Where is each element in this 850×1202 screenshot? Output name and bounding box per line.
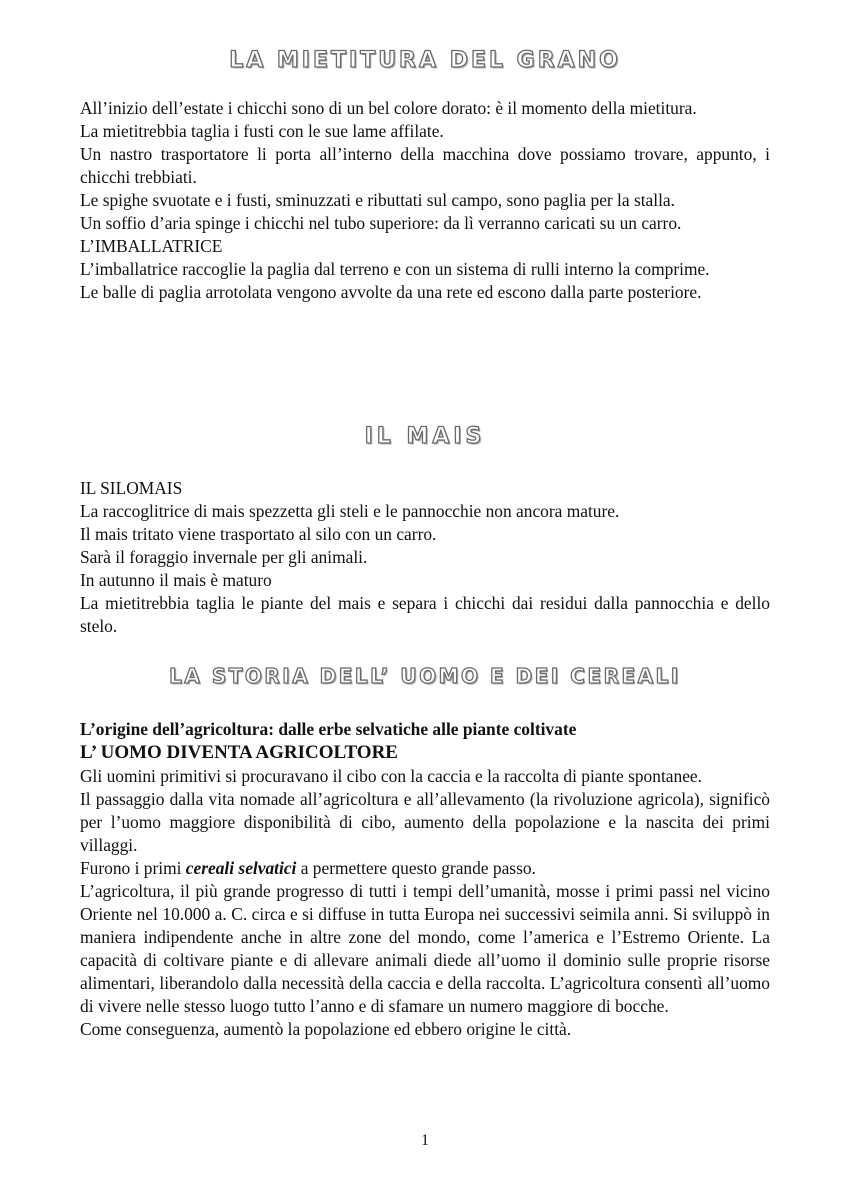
paragraph: Come conseguenza, aumentò la popolazione ed ebbero origine le città.: [80, 1019, 572, 1039]
paragraph: Le spighe svuotate e i fusti, sminuzzati e ributtati sul campo, sono paglia per la stalla.: [80, 190, 675, 210]
emphasis-cereali: cereali selvatici: [185, 858, 297, 878]
paragraph: L’imballatrice raccoglie la paglia dal terreno e con un sistema di rulli interno la comprime.: [80, 259, 710, 279]
text-run: Furono i primi: [80, 858, 186, 878]
paragraph: Il passaggio dalla vita nomade all’agricoltura e all’allevamento (la rivoluzione agricola), significò per l’uomo maggiore disponibilità di cibo, aumento della popolazione e la nascita dei primi villaggi.: [80, 789, 770, 855]
section-mietitura: [80, 97, 770, 304]
paragraph: In autunno il mais è maturo: [80, 570, 272, 590]
heading-agricoltore: L’ UOMO DIVENTA AGRICOLTORE: [80, 742, 398, 763]
paragraph: Sarà il foraggio invernale per gli animali.: [80, 547, 368, 567]
paragraph: Un nastro trasportatore li porta all’interno della macchina dove possiamo trovare, appunto, i chicchi trebbiati.: [80, 144, 770, 187]
title-storia: LA STORIA DELL’ UOMO E DEI CEREALI: [169, 664, 681, 688]
paragraph: Le balle di paglia arrotolata vengono avvolte da una rete ed escono dalla parte posteriore.: [80, 282, 702, 302]
text-run: a permettere questo grande passo.: [296, 858, 536, 878]
subheading-silomais: IL SILOMAIS: [80, 478, 183, 498]
paragraph: Gli uomini primitivi si procuravano il cibo con la caccia e la raccolta di piante spontanee.: [80, 766, 702, 786]
paragraph: [80, 857, 770, 880]
title-mais: IL MAIS: [364, 424, 486, 449]
title-mietitura: LA MIETITURA DEL GRANO: [229, 48, 621, 73]
page-number: 1: [421, 1132, 429, 1149]
paragraph: Il mais tritato viene trasportato al silo con un carro.: [80, 524, 437, 544]
subheading-imballatrice: L’IMBALLATRICE: [80, 236, 223, 256]
paragraph: L’agricoltura, il più grande progresso di tutti i tempi dell’umanità, mosse i primi passi nel vicino Oriente nel 10.000 a. C. circa e si diffuse in tutta Europa nei successivi seimila anni. Si sviluppò in maniera indipendente anche in altre zone del mondo, come l’america e l’Estremo Oriente. La capacità di coltivare piante e di allevare animali diede all’uomo il dominio sulle proprie risorse alimentari, liberandolo dalla necessità della caccia e della raccolta. L’agricoltura consentì all’uomo di vivere nelle stesso luogo tutto l’anno e di sfamare un numero maggiore di bocche.: [80, 881, 770, 1016]
paragraph: La mietitrebbia taglia i fusti con le sue lame affilate.: [80, 121, 444, 141]
section-storia: [80, 718, 770, 1041]
section-mais: [80, 477, 770, 638]
subtitle-origine: L’origine dell’agricoltura: dalle erbe selvatiche alle piante coltivate: [80, 719, 577, 739]
paragraph: La mietitrebbia taglia le piante del mais e separa i chicchi dai residui dalla pannocchia e dello stelo.: [80, 593, 770, 636]
paragraph: All’inizio dell’estate i chicchi sono di un bel colore dorato: è il momento della mietitura.: [80, 98, 697, 118]
paragraph: La raccoglitrice di mais spezzetta gli steli e le pannocchie non ancora mature.: [80, 501, 620, 521]
paragraph: Un soffio d’aria spinge i chicchi nel tubo superiore: da lì verranno caricati su un carro.: [80, 213, 682, 233]
